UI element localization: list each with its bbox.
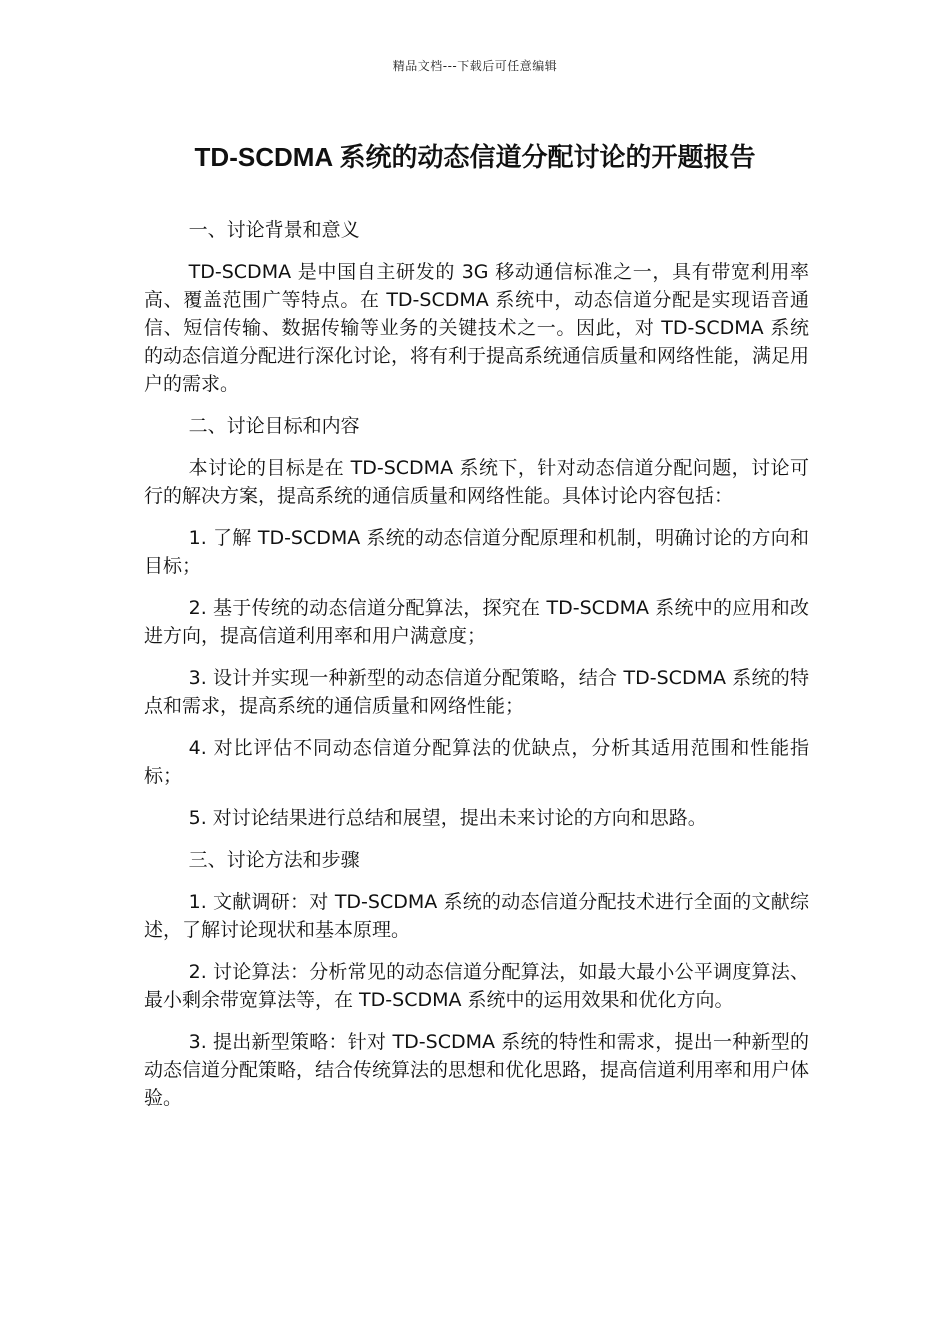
document-body	[144, 216, 809, 1126]
section-heading-background: 一、讨论背景和意义	[188, 219, 360, 241]
list-item-method-1: 1. 文献调研：对 TD-SCDMA 系统的动态信道分配技术进行全面的文献综述，了解讨论现状和基本原理。	[144, 891, 809, 941]
header-note: 精品文档---下载后可任意编辑	[392, 59, 558, 73]
list-item-method-3: 3. 提出新型策略：针对 TD-SCDMA 系统的特性和需求，提出一种新型的动态信道分配策略，结合传统算法的思想和优化思路，提高信道利用率和用户体验。	[144, 1031, 810, 1109]
list-item-goal-1: 1. 了解 TD-SCDMA 系统的动态信道分配原理和机制，明确讨论的方向和目标；	[144, 527, 809, 577]
list-item-goal-4: 4. 对比评估不同动态信道分配算法的优缺点，分析其适用范围和性能指标；	[144, 737, 809, 787]
section-heading-goals: 二、讨论目标和内容	[188, 415, 360, 437]
paragraph-goals: 本讨论的目标是在 TD-SCDMA 系统下，针对动态信道分配问题，讨论可行的解决方案，提高系统的通信质量和网络性能。具体讨论内容包括：	[144, 457, 809, 507]
list-item-method-2: 2. 讨论算法：分析常见的动态信道分配算法，如最大最小公平调度算法、最小剩余带宽算法等，在 TD-SCDMA 系统中的运用效果和优化方向。	[144, 961, 809, 1011]
list-item-goal-3: 3. 设计并实现一种新型的动态信道分配策略，结合 TD-SCDMA 系统的特点和需求，提高系统的通信质量和网络性能；	[144, 667, 809, 717]
list-item-goal-5: 5. 对讨论结果进行总结和展望，提出未来讨论的方向和思路。	[188, 807, 707, 829]
list-item-goal-2: 2. 基于传统的动态信道分配算法，探究在 TD-SCDMA 系统中的应用和改进方向，提高信道利用率和用户满意度；	[144, 597, 809, 647]
paragraph-background: TD-SCDMA 是中国自主研发的 3G 移动通信标准之一，具有带宽利用率高、覆盖范围广等特点。在 TD-SCDMA 系统中，动态信道分配是实现语音通信、短信传输、数据传输等业务的关键技术之一。因此，对 TD-SCDMA 系统的动态信道分配进行深化讨论，将有利于提高系统通信质量和网络性能，满足用户的需求。	[144, 261, 810, 395]
section-heading-methods: 三、讨论方法和步骤	[188, 849, 360, 871]
document-title: TD-SCDMA 系统的动态信道分配讨论的开题报告	[194, 142, 756, 172]
